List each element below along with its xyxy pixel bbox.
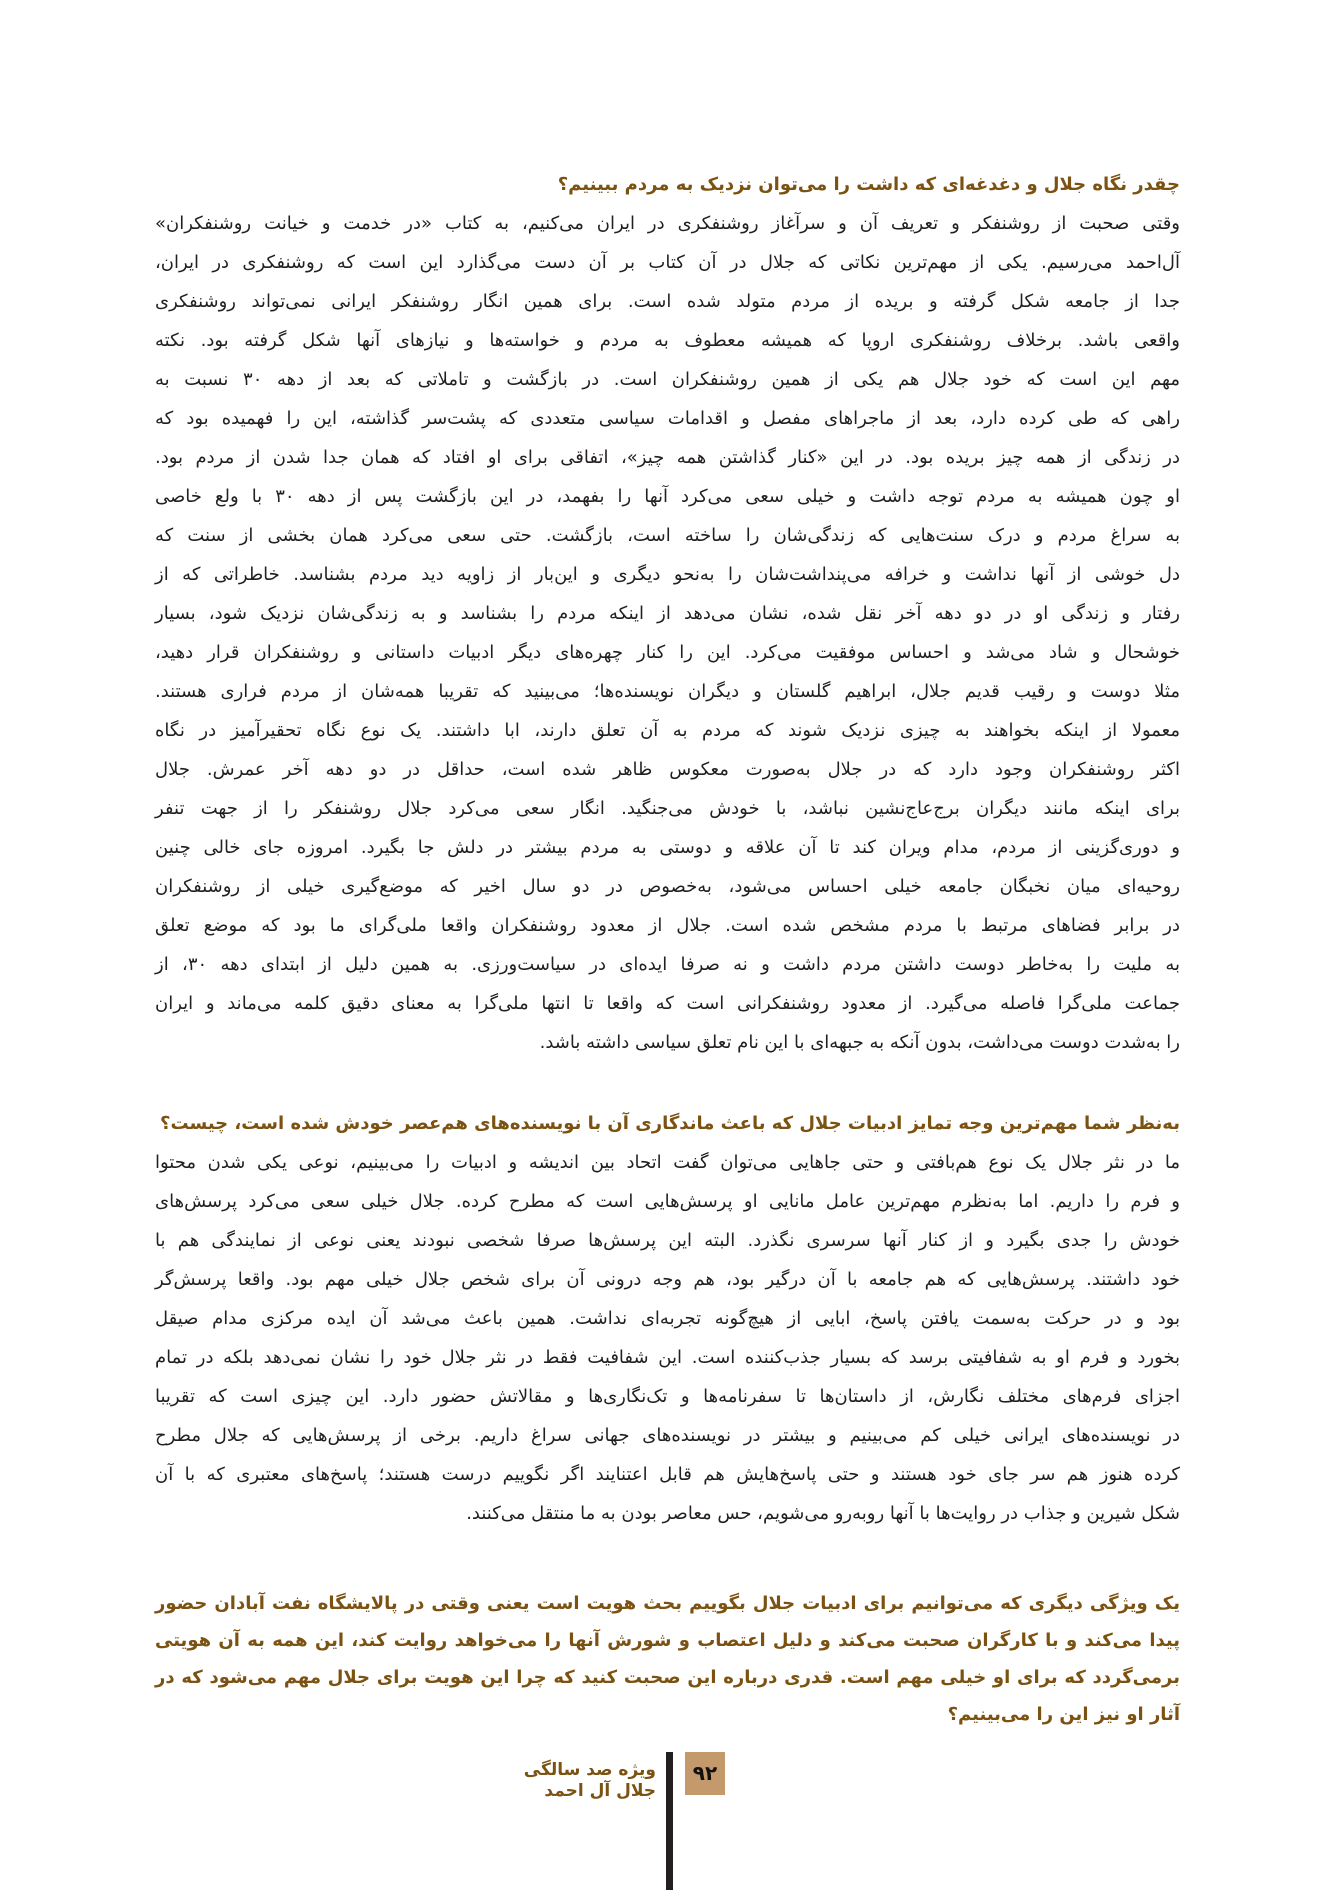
text-line: کرده هنوز هم سر جای خود هستند و حتی پاسخ‌هایش هم قابل اعتنایند اگر نگوییم درست هستند؛ پاسخ‌های معتبری که با آن bbox=[155, 1464, 1180, 1485]
section-3 bbox=[155, 1585, 1180, 1733]
footer-label-line1: ویژه صد سالگی bbox=[523, 1760, 656, 1780]
text-line: معمولا از اینکه بخواهند به چیزی نزدیک شوند که مردم به آن تعلق دارند، ابا داشتند. یک نوع نگاه تحقیرآمیز در نگاه bbox=[155, 720, 1180, 741]
question-paragraph bbox=[155, 1585, 1180, 1733]
text-line: در نویسنده‌های ایرانی خیلی کم می‌بینیم و بیشتر در نویسنده‌های جهانی سراغ داریم. برخی از پرسش‌هایی که جلال مطرح bbox=[155, 1425, 1180, 1446]
text-line: پیدا می‌کند و با کارگران صحبت می‌کند و دلیل اعتصاب و شورش آنها را می‌خواهد روایت کند، این همه به آن هویتی bbox=[155, 1630, 1180, 1651]
text-line: برای اینکه مانند دیگران برج‌عاج‌نشین نباشد، با خودش می‌جنگید. انگار سعی می‌کرد جلال روشنفکر را از جهت تنفر bbox=[155, 798, 1180, 819]
text-line: برمی‌گردد که برای او خیلی مهم است. قدری درباره این صحبت کنید که چرا این هویت برای جلال مهم می‌شود که در bbox=[155, 1667, 1180, 1688]
text-line: اجزای فرم‌های مختلف نگارش، از داستان‌ها تا سفرنامه‌ها و تک‌نگاری‌ها و مقالاتش حضور دارد. این چیزی است که تقریبا bbox=[155, 1386, 1180, 1407]
text-line: در برابر فضاهای مرتبط با مردم مشخص شده است. جلال از معدود روشنفکران واقعا ملی‌گرای ما بود که موضع تعلق bbox=[155, 915, 1180, 936]
text-line: و فرم را داریم. اما به‌نظرم مهم‌ترین عامل مانایی او پرسش‌هایی است که مطرح کرده. جلال خیلی سعی می‌کرد پرسش‌های bbox=[155, 1191, 1180, 1212]
footer-label-line2: جلال آل احمد bbox=[544, 1781, 656, 1801]
text-line: مثلا دوست و رقیب قدیم جلال، ابراهیم گلستان و دیگران نویسنده‌ها؛ می‌بینید که تقریبا همه‌شان از مردم فراری هستند. bbox=[155, 681, 1180, 702]
footer-label bbox=[524, 1760, 656, 1802]
text-line: جدا از جامعه شکل گرفته و بریده از مردم متولد شده است. برای همین انگار روشنفکر ایرانی نمی‌تواند روشنفکری bbox=[155, 291, 1180, 312]
question-heading: به‌نظر شما مهم‌ترین وجه تمایز ادبیات جلال که باعث ماندگاری آن با نویسنده‌های هم‌عصر خودش شده است، چیست؟ bbox=[160, 1113, 1180, 1134]
answer-paragraph bbox=[155, 1143, 1180, 1533]
footer-divider bbox=[666, 1752, 673, 1890]
text-line: خودش را جدی بگیرد و از کنار آنها سرسری نگذرد. البته این پرسش‌ها صرفا شخصی نبودند یعنی نوعی از نمایندگی هم با bbox=[155, 1230, 1180, 1251]
text-line: خوشحال و شاد می‌شد و احساس موفقیت می‌کرد. این را کنار چهره‌های دیگر ادبیات داستانی و روشنفکران قرار دهید، bbox=[155, 642, 1180, 663]
text-line: بود و در حرکت به‌سمت یافتن پاسخ، ابایی از هیچ‌گونه تجربه‌ای نداشت. همین باعث می‌شد آن ایده مرکزی مدام صیقل bbox=[155, 1308, 1180, 1329]
text-line: را به‌شدت دوست می‌داشت، بدون آنکه به جبهه‌ای با این نام تعلق سیاسی داشته باشد. bbox=[539, 1032, 1180, 1053]
text-line: اکثر روشنفکران وجود دارد که در جلال به‌صورت معکوس ظاهر شده است، حداقل در دو دهه آخر عمرش. جلال bbox=[155, 759, 1180, 780]
text-line: به سراغ مردم و درک سنت‌هایی که زندگی‌شان را ساخته است، بازگشت. حتی سعی می‌کرد همان بخشی از سنت که bbox=[155, 525, 1180, 546]
text-line: بخورد و فرم او به شفافیتی برسد که بسیار جذب‌کننده است. این شفافیت فقط در نثر جلال خود را نشان نمی‌دهد بلکه در تمام bbox=[155, 1347, 1180, 1368]
text-line: رفتار و زندگی او در دو دهه آخر نقل شده، نشان می‌دهد از اینکه مردم را بشناسد و به زندگی‌شان نزدیک شود، بسیار bbox=[155, 603, 1180, 624]
text-line: یک ویژگی دیگری که می‌توانیم برای ادبیات جلال بگوییم بحث هویت است یعنی وقتی در پالایشگاه نفت آبادان حضور bbox=[155, 1593, 1180, 1614]
text-line: او چون همیشه به مردم توجه داشت و خیلی سعی می‌کرد آنها را بفهمد، در این بازگشت پس از دهه ۳۰ با ولع خاصی bbox=[155, 486, 1180, 507]
text-line: آثار او نیز این را می‌بینیم؟ bbox=[947, 1704, 1180, 1725]
section-1 bbox=[155, 165, 1180, 1062]
text-line: روحیه‌ای میان نخبگان جامعه خیلی احساس می‌شود، به‌خصوص در دو سال اخیر که موضع‌گیری خیلی از روشنفکران bbox=[155, 876, 1180, 897]
text-line: ما در نثر جلال یک نوع هم‌بافتی و حتی جاهایی می‌توان گفت اتحاد بین اندیشه و ادبیات را می‌بینیم، نوعی یکی شدن محتوا bbox=[155, 1152, 1180, 1173]
answer-paragraph bbox=[155, 204, 1180, 1062]
text-line: وقتی صحبت از روشنفکر و تعریف آن و سرآغاز روشنفکری در ایران می‌کنیم، به کتاب «در خدمت و خیانت روشنفکران» bbox=[155, 213, 1180, 234]
question-heading: چقدر نگاه جلال و دغدغه‌ای که داشت را می‌توان نزدیک به مردم ببینیم؟ bbox=[557, 174, 1180, 195]
text-line: شکل شیرین و جذاب در روایت‌ها با آنها روبه‌رو می‌شویم، حس معاصر بودن به ما منتقل می‌کنند. bbox=[466, 1503, 1180, 1524]
page-number: ۹۲ bbox=[685, 1752, 725, 1795]
text-line: در زندگی از همه چیز بریده بود. در این «کنار گذاشتن همه چیز»، اتفاقی برای او افتاد که همان جدا شدن از مردم بود. bbox=[155, 447, 1180, 468]
section-2 bbox=[155, 1104, 1180, 1533]
text-line: واقعی باشد. برخلاف روشنفکری اروپا که همیشه معطوف به مردم و خواسته‌ها و نیازهای آنها شکل گرفته بود. نکته bbox=[155, 330, 1180, 351]
text-line: راهی که طی کرده دارد، بعد از ماجراهای مفصل و اقدامات سیاسی متعددی که پشت‌سر گذاشته، این را فهمیده بود که bbox=[155, 408, 1180, 429]
text-line: جماعت ملی‌گرا فاصله می‌گیرد. از معدود روشنفکرانی است که واقعا تا انتها ملی‌گرا به معنای دقیق کلمه می‌ماند و ایران bbox=[155, 993, 1180, 1014]
text-line: و دوری‌گزینی از مردم، مدام ویران کند تا آن علاقه و دوستی به مردم بیشتر در دلش جا بگیرد. امروزه جای خالی چنین bbox=[155, 837, 1180, 858]
text-line: به ملیت را به‌خاطر دوست داشتن مردم داشت و نه صرفا ایده‌ای در سیاست‌ورزی. به همین دلیل از ابتدای دهه ۳۰، از bbox=[155, 954, 1180, 975]
text-line: آل‌احمد می‌رسیم. یکی از مهم‌ترین نکاتی که جلال در آن کتاب بر آن دست می‌گذارد این است که روشنفکری در ایران، bbox=[155, 252, 1180, 273]
text-line: خود داشتند. پرسش‌هایی که هم جامعه با آن درگیر بود، هم وجه درونی آن برای شخص جلال خیلی مهم بود. واقعا پرسش‌گر bbox=[155, 1269, 1180, 1290]
text-line: مهم این است که خود جلال هم یکی از همین روشنفکران است. در بازگشت و تاملاتی که بعد از دهه ۳۰ نسبت به bbox=[155, 369, 1180, 390]
text-line: دل خوشی از آنها نداشت و خرافه می‌پنداشت‌شان را به‌نحو دیگری و این‌بار از زاویه دید مردم بشناسد. خاطراتی که از bbox=[155, 564, 1180, 585]
